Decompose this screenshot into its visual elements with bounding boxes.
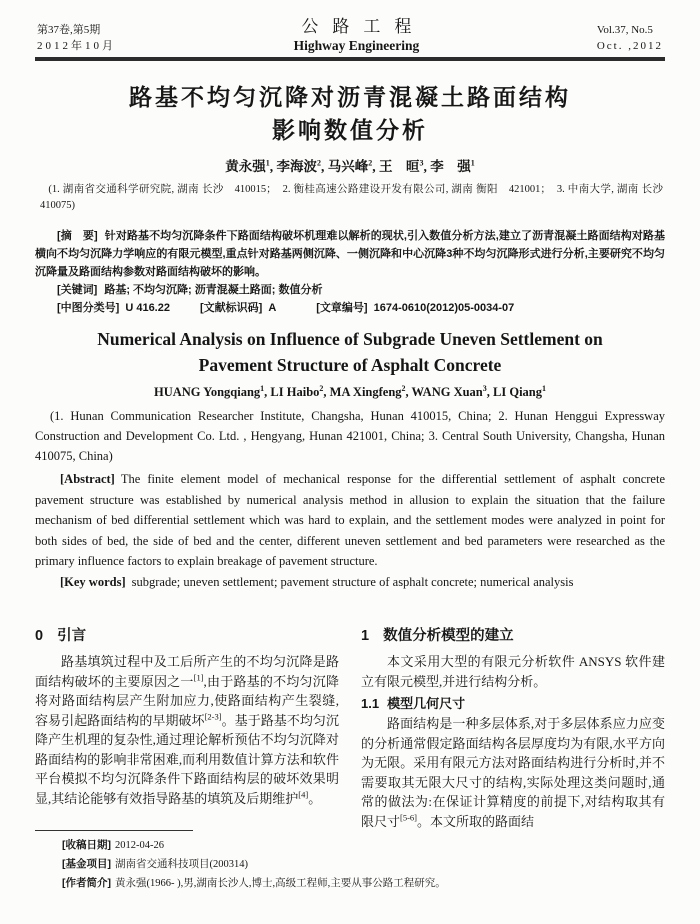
right-column <box>361 622 665 831</box>
footnote-fund-label: [基金项目] <box>62 858 111 870</box>
author-cn-3: , 马兴峰 <box>321 159 369 174</box>
author-cn-3-affil-sup: 2 <box>368 158 373 168</box>
abstract-en-label: [Abstract] <box>60 472 115 486</box>
author-en-1-affil-sup: 1 <box>260 383 265 393</box>
journal-title-cn: 公路工程 <box>301 17 426 36</box>
document-code <box>200 302 276 314</box>
footnote-author-bio <box>35 874 665 893</box>
subsection-1-1-heading <box>361 693 665 712</box>
intro-text-4: 。 <box>308 790 322 806</box>
article-title-en-line1: Numerical Analysis on Influence of Subgrade Uneven Settlement on <box>97 329 603 349</box>
footnote-bio-label: [作者简介] <box>62 877 111 889</box>
footnote-received-date <box>35 836 665 855</box>
intro-text-2: ,由于路基的不均匀沉降将对路面结构层产生附加应力,使路面结构产生裂缝,容易引起路面结构的早期破坏 <box>35 673 339 728</box>
section-0-heading <box>35 624 339 645</box>
classification-line <box>35 299 665 317</box>
authors-cn <box>35 155 665 175</box>
abstract-cn-label: [摘 要] <box>57 230 98 242</box>
keywords-en <box>35 572 665 593</box>
footnote-fund-project <box>35 855 665 874</box>
author-en-5-affil-sup: 1 <box>542 383 546 393</box>
author-cn-2: , 李海波 <box>269 159 317 174</box>
author-en-1: HUANG Yongqiang <box>154 385 261 399</box>
section-1-title: 数值分析模型的建立 <box>383 628 514 644</box>
article-id-value: 1674-0610(2012)05-0034-07 <box>373 302 515 314</box>
keywords-cn-text: 路基; 不均匀沉降; 沥青混凝土路面; 数值分析 <box>104 284 323 296</box>
abstract-en-text: The finite element model of mechanical response for the differential settlement of asphalt concrete pavement structure was established by numerical analysis method in allusion to explain the situation that the failure mechanism of bed differential settlement which was hard to explain, and the settlement modes were analyzed in point for both sides of bed, the side of bed and the center, different uneven settlement and bed parameters were researched as the primary influence factors to explain breakage of pavement structure. <box>35 472 665 568</box>
journal-header <box>35 8 665 54</box>
section-0-number: 0 <box>35 628 44 644</box>
journal-volume-info-cn <box>37 22 116 54</box>
footnote-fund-value: 湖南省交通科技项目(200314) <box>115 859 248 870</box>
section-1-paragraph-1: 本文采用大型的有限元分析软件 ANSYS 软件建立有限元模型,并进行结构分析。 <box>361 654 665 689</box>
author-en-2: , LI Haibo <box>264 385 320 399</box>
affiliations-en: (1. Hunan Communication Researcher Institute, Changsha, Hunan 410015, China; 2. Hunan Henggui Expressway Construction and Development Co. Ltd. , Hengyang, Hunan 421001, China; 3. Central South University, Changsha, Hunan 410075, China) <box>35 409 665 463</box>
author-en-4-affil-sup: 3 <box>482 383 487 393</box>
keywords-en-label: [Key words] <box>60 574 126 589</box>
section-0-paragraph <box>35 652 339 808</box>
article-title-cn <box>35 81 665 147</box>
author-en-4: , WANG Xuan <box>405 385 483 399</box>
subsection-1-1-title: 模型几何尺寸 <box>387 696 466 711</box>
author-en-5: , LI Qiang <box>486 385 542 399</box>
affiliations-cn: (1. 湖南省交通科学研究院, 湖南 长沙 410015； 2. 衡桂高速公路建设开发有限公司, 湖南 衡阳 421001； 3. 中南大学, 湖南 长沙 410075) <box>40 184 674 211</box>
header-divider <box>35 57 665 61</box>
article-title-cn-line2: 影响数值分析 <box>272 117 428 143</box>
author-cn-5-affil-sup: 1 <box>470 158 475 168</box>
abstract-en <box>35 469 665 572</box>
abstract-cn-text: 针对路基不均匀沉降条件下路面结构破坏机理难以解析的现状,引入数值分析方法,建立了沥青混凝土路面结构对路基横向不均匀沉降力学响应的有限元模型,重点针对路基两侧沉降、一侧沉降和中心沉降3种不均匀沉降形式进行分析,主要研究不均匀沉降量及路面结构参数对路面结构破坏的影响。 <box>35 230 666 278</box>
keywords-en-text: subgrade; uneven settlement; pavement structure of asphalt concrete; numerical analysis <box>131 574 574 589</box>
author-cn-4-affil-sup: 3 <box>419 158 424 168</box>
intro-text-1: 路基填筑过程中及工后所产生的不均匀沉降是路面结构破坏的主要原因之一 <box>35 654 339 689</box>
footnote-divider <box>35 830 193 831</box>
article-title-cn-line1: 路基不均匀沉降对沥青混凝土路面结构 <box>129 84 571 110</box>
article-id-label: [文章编号] <box>316 302 368 314</box>
volume-issue-en: Vol.37, No.5 <box>596 24 653 36</box>
clc-value: U 416.22 <box>125 302 170 314</box>
subsection-1-1-number: 1.1 <box>361 696 380 711</box>
author-cn-1: 黄永强 <box>225 159 266 174</box>
article-title-en-line2: Pavement Structure of Asphalt Concrete <box>198 355 502 375</box>
article-title-en <box>35 326 665 378</box>
journal-volume-info-en <box>597 22 663 54</box>
keywords-cn <box>35 281 665 299</box>
section-1-heading <box>361 624 665 645</box>
volume-issue-cn: 第37卷,第5期 <box>37 24 101 36</box>
author-en-3-affil-sup: 2 <box>401 383 406 393</box>
journal-title-block <box>116 12 597 54</box>
citation-ref-4: [4] <box>298 789 309 800</box>
section-0-title: 引言 <box>57 628 87 644</box>
model-text-2: 。本文所取的路面结 <box>417 813 535 829</box>
footnote-received-value: 2012-04-26 <box>115 840 164 851</box>
chinese-meta-block <box>35 227 665 317</box>
clc-label: [中图分类号] <box>57 302 120 314</box>
citation-ref-5-6: [5-6] <box>400 812 418 823</box>
footnote-received-label: [收稿日期] <box>62 839 111 851</box>
author-en-3: , MA Xingfeng <box>323 385 402 399</box>
citation-ref-2-3: [2-3] <box>204 711 222 722</box>
clc-number <box>57 302 170 314</box>
intro-text-3: 。基于路基不均匀沉降产生机理的复杂性,通过理论解析预估不均匀沉降对路面结构的影响非常困难,而利用数值计算方法和软件平台模拟不均匀沉降条件下路面结构层的破坏效果明显,其结论能够有效指导路基的填筑及后期维护 <box>35 712 339 806</box>
document-code-value: A <box>268 302 277 314</box>
left-column <box>35 622 339 831</box>
body-columns <box>35 622 665 831</box>
section-1-number: 1 <box>361 628 370 644</box>
author-en-2-affil-sup: 2 <box>319 383 324 393</box>
footnote-bio-value: 黄永强(1966- ),男,湖南长沙人,博士,高级工程师,主要从事公路工程研究。 <box>115 878 446 889</box>
author-cn-1-affil-sup: 1 <box>265 158 270 168</box>
article-id <box>316 302 514 314</box>
section-1-paragraph-2 <box>361 714 665 831</box>
journal-title-en: Highway Engineering <box>293 38 420 53</box>
issue-date-cn: 2012年10月 <box>37 40 116 52</box>
footnote-block <box>35 830 665 893</box>
author-cn-2-affil-sup: 2 <box>317 158 321 168</box>
citation-ref-1: [1] <box>193 672 204 683</box>
document-code-label: [文献标识码] <box>199 302 263 314</box>
model-text-1: 路面结构是一种多层体系,对于多层体系应力应变的分析通常假定路面结构各层厚度均为有限,水平方向为无限。采用有限元方法对路面结构进行分析时,并不需要取其无限大尺寸的结构,实际处理这类问题时,通常的做法为:在保证计算精度的前提下,对结构取其有限尺寸 <box>361 716 665 829</box>
keywords-cn-label: [关键词] <box>57 284 98 296</box>
abstract-cn <box>35 227 665 281</box>
issue-date-en: Oct. ,2012 <box>596 40 663 52</box>
author-cn-4: , 王 晅 <box>372 159 420 174</box>
authors-en <box>35 385 665 400</box>
author-cn-5: , 李 强 <box>423 159 471 174</box>
